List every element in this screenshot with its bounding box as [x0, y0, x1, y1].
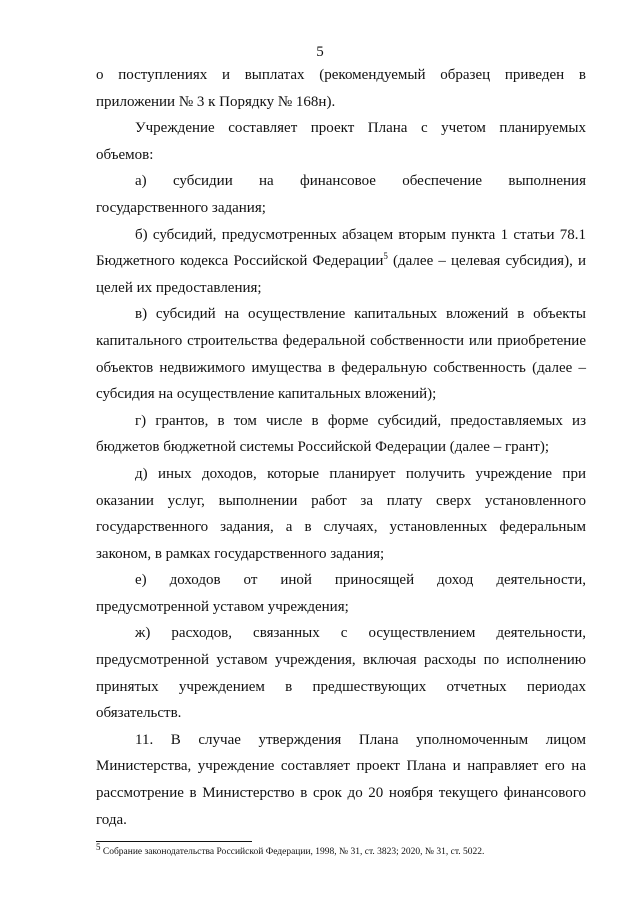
clause-11: 11. В случае утверждения Плана уполномоченным лицом Министерства, учреждение составляет проект Плана и направляет его на рассмотрение в Министерство в срок до 20 ноября текущего финансового года.: [96, 731, 586, 828]
footnote: [96, 841, 586, 859]
footnote-divider: [96, 841, 252, 842]
paragraph-continuation: о поступлениях и выплатах (рекомендуемый образец приведен в приложении № 3 к Порядку № 168н).: [96, 67, 586, 110]
list-item-v: в) субсидий на осуществление капитальных вложений в объекты капитального строительства федеральной собственности или приобретение объектов недвижимого имущества в федеральную собственность (далее – субсидия на осуществление капитальных вложений);: [96, 306, 586, 403]
list-item-e: е) доходов от иной приносящей доход деятельности, предусмотренной уставом учреждения;: [96, 572, 586, 615]
footnote-marker: 5: [96, 841, 101, 852]
page-number: 5: [316, 44, 324, 60]
list-item-a: а) субсидии на финансовое обеспечение выполнения государственного задания;: [96, 173, 586, 216]
footnote-text: Собрание законодательства Российской Федерации, 1998, № 31, ст. 3823; 2020, № 31, ст. 5022.: [100, 847, 485, 857]
list-item-b-text: б) субсидий, предусмотренных абзацем вторым пункта 1 статьи 78.1 Бюджетного кодекса Российской Федерации: [96, 226, 586, 270]
footnote-reference: 5: [383, 251, 388, 262]
list-item-b-text-end: (далее – целевая субсидия), и целей их предоставления;: [96, 253, 586, 296]
list-item-g: г) грантов, в том числе в форме субсидий, предоставляемых из бюджетов бюджетной системы Российской Федерации (далее – грант);: [96, 412, 586, 456]
paragraph-intro: Учреждение составляет проект Плана с учетом планируемых объемов:: [96, 120, 586, 163]
body-text: [96, 62, 586, 833]
list-item-b: [96, 222, 586, 302]
list-item-d: д) иных доходов, которые планирует получить учреждение при оказании услуг, выполнении работ за плату сверх установленного государственного задания, а в случаях, установленных федеральным законом, в рамках государственного задания;: [96, 465, 586, 562]
list-item-zh: ж) расходов, связанных с осуществлением деятельности, предусмотренной уставом учреждения, включая расходы по исполнению принятых учреждением в предшествующих отчетных периодах обязательств.: [96, 625, 586, 722]
